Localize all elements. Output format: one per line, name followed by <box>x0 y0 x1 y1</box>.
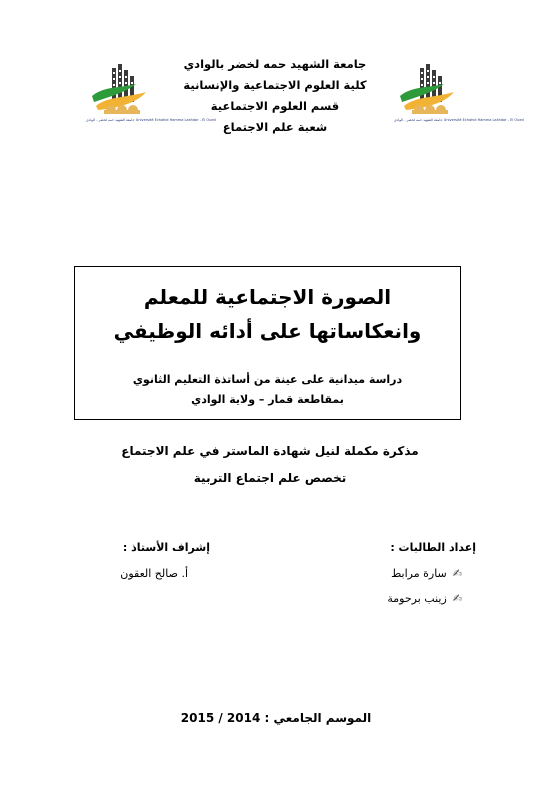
institution-header <box>140 54 410 138</box>
university-name: جامعة الشهيد حمه لخضر بالوادي <box>183 57 367 71</box>
supervisor-label: إشراف الأستاذ : <box>122 541 210 554</box>
student-item <box>391 567 462 580</box>
thesis-subtitle-line2: بمقاطعة قمار – ولاية الوادي <box>191 393 344 406</box>
department-name: قسم العلوم الاجتماعية <box>210 99 340 113</box>
thesis-specialty: تخصص علم اجتماع التربية <box>193 471 347 485</box>
branch-name: شعبة علم الاجتماع <box>222 120 328 134</box>
thesis-degree: مذكرة مكملة لنيل شهادة الماستر في علم الاجتماع <box>121 444 419 458</box>
faculty-name: كلية العلوم الاجتماعية والإنسانية <box>183 78 367 92</box>
thesis-title-line1: الصورة الاجتماعية للمعلم <box>143 285 392 309</box>
supervisor-name: أ. صالح العقون <box>120 567 188 580</box>
thesis-title-line2: وانعكاساتها على أدائه الوظيفي <box>113 319 422 343</box>
thesis-subtitle-line1: دراسة ميدانية على عينة من أساتذة التعليم الثانوي <box>132 373 403 386</box>
pen-icon: ✍ <box>452 592 462 605</box>
logo-caption: جامعة الشهيد حمه لخضر - الوادي Université Echahid Hamma Lakhdar - El Oued <box>394 118 524 122</box>
logo-caption: جامعة الشهيد حمه لخضر - الوادي Université Echahid Hamma Lakhdar - El Oued <box>86 118 216 122</box>
prepared-by-label: إعداد الطالبات : <box>390 541 476 554</box>
pen-icon: ✍ <box>452 567 462 580</box>
student-name: زينب برحومة <box>387 592 447 605</box>
academic-year <box>0 711 552 725</box>
student-item <box>387 592 462 605</box>
academic-year-label: الموسم الجامعي : <box>264 711 372 725</box>
title-box <box>74 266 461 420</box>
student-name: سارة مرابط <box>391 567 447 580</box>
academic-year-value: 2015 / 2014 <box>180 711 261 725</box>
